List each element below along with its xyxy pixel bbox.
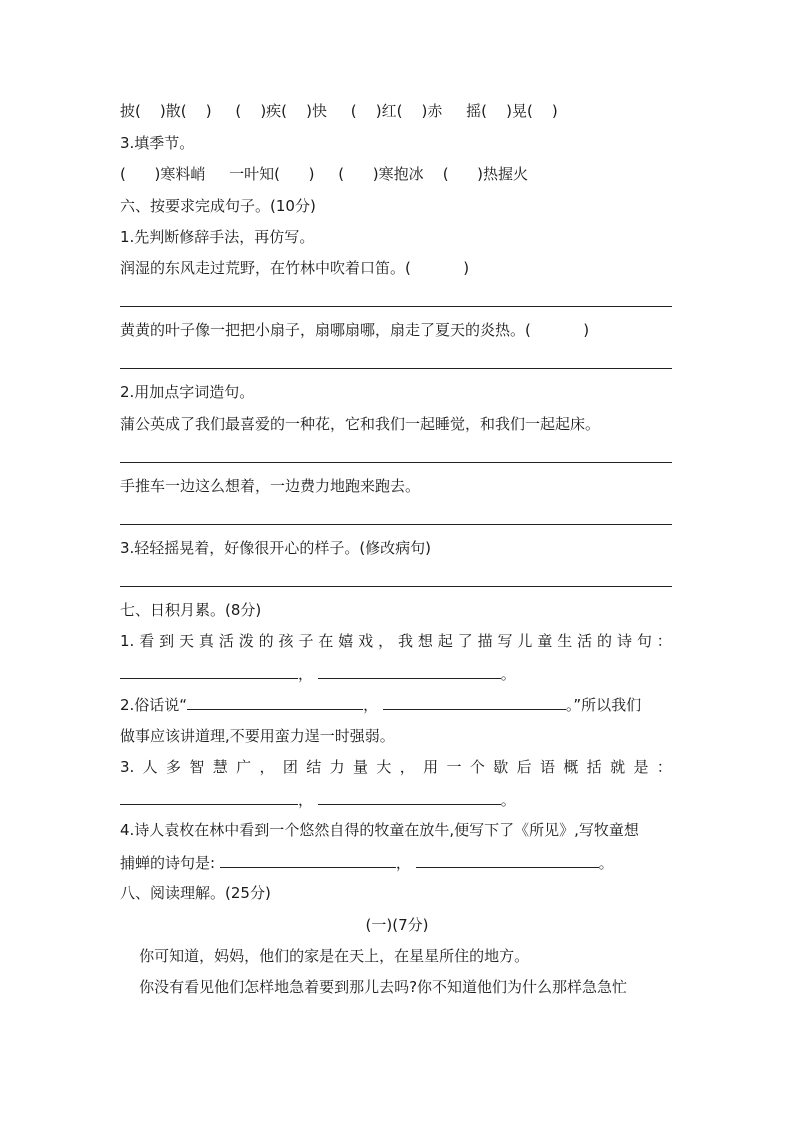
q3-char: 人 (142, 758, 158, 776)
section6-q3-title: 3.轻轻摇晃着，好像很开心的样子。(修改病句) (120, 539, 432, 557)
period: 。 (500, 665, 516, 683)
q1-char: 想 (417, 632, 433, 650)
q1-char: 句 (636, 632, 652, 650)
q3-char: 括 (586, 758, 602, 776)
period: 。 (598, 854, 614, 872)
q2-start: 2.俗话说“ (120, 696, 188, 714)
q1-char: 诗 (616, 632, 632, 650)
q1-char: 孩 (278, 632, 294, 650)
q1-char: ： (656, 632, 672, 650)
section6-q2-sentence-b: 手推车一边这么想着，一边费力地跑来跑去。 (120, 477, 421, 495)
q1-char: 我 (397, 632, 413, 650)
q3-char: ， (399, 758, 415, 776)
q1-char: 活 (577, 632, 593, 650)
q3-char: 广 (236, 758, 252, 776)
section6-q2-title: 2.用加点字词造句。 (120, 383, 255, 401)
section7-q4-line2 (120, 851, 614, 874)
section6-q2-sentence-a: 蒲公英成了我们最喜爱的一种花，它和我们一起睡觉，和我们一起起床。 (120, 415, 601, 433)
answer-blank[interactable] (120, 788, 298, 805)
q1-char: ， (378, 632, 394, 650)
answer-line[interactable] (120, 368, 672, 369)
q3-char: ， (259, 758, 275, 776)
answer-line[interactable] (120, 306, 672, 307)
q3-char: 量 (353, 758, 369, 776)
reading-paragraph-1: 你可知道，妈妈，他们的家是在天上，在星星所住的地方。 (120, 947, 530, 965)
q3-char: 概 (563, 758, 579, 776)
comma: ， (298, 791, 314, 809)
answer-blank[interactable] (187, 693, 363, 710)
q2-end: 。”所以我们 (565, 696, 642, 714)
comma: ， (395, 854, 411, 872)
q3-char: 3. (120, 758, 135, 776)
q1-char: 的 (258, 632, 274, 650)
period: 。 (500, 791, 516, 809)
q1-char: 真 (198, 632, 214, 650)
q1-char: 泼 (238, 632, 254, 650)
q1-char: 儿 (517, 632, 533, 650)
answer-blank[interactable] (318, 662, 501, 679)
q1-char: 生 (557, 632, 573, 650)
answer-blank[interactable] (383, 693, 566, 710)
q3-char: 就 (610, 758, 626, 776)
q1-char: 看 (139, 632, 155, 650)
answer-blank[interactable] (120, 662, 298, 679)
q1-char: 1. (120, 632, 135, 650)
q1-char: 到 (159, 632, 175, 650)
q1-char: 描 (477, 632, 493, 650)
q1-char: 子 (298, 632, 314, 650)
answer-blank[interactable] (416, 851, 599, 868)
answer-blank[interactable] (220, 851, 396, 868)
q3-char: 用 (423, 758, 439, 776)
q1-char: 的 (597, 632, 613, 650)
reading-paragraph-2: 你没有看见他们怎样地急着要到那儿去吗?你不知道他们为什么那样急急忙 (120, 978, 628, 996)
q3-char: 慧 (212, 758, 228, 776)
section6-q1-title: 1.先判断修辞手法，再仿写。 (120, 228, 315, 246)
q3-char: 团 (282, 758, 298, 776)
section7-q1-answer-line (120, 662, 516, 685)
section8-part-title: (一)(7分) (365, 916, 429, 934)
q1-char: 天 (179, 632, 195, 650)
q1-char: 戏 (358, 632, 374, 650)
section7-q3-line1 (120, 756, 672, 778)
comma: ， (363, 696, 379, 714)
fill-words-line: 披( )散( ) ( )疾( )快 ( )红( )赤 摇( )晃( ) (120, 102, 558, 120)
q3-char: 歇 (493, 758, 509, 776)
q3-char: 大 (376, 758, 392, 776)
q3-char: 后 (516, 758, 532, 776)
q1-char: 童 (537, 632, 553, 650)
q3-char: ： (656, 758, 672, 776)
section7-q3-answer-line (120, 788, 516, 811)
q3-char: 结 (306, 758, 322, 776)
q1-char: 在 (318, 632, 334, 650)
q1-char: 嬉 (338, 632, 354, 650)
answer-line[interactable] (120, 524, 672, 525)
q3-char: 一 (446, 758, 462, 776)
section7-title: 七、日积月累。(8分) (120, 601, 262, 619)
q3-season-title: 3.填季节。 (120, 134, 195, 152)
section6-title: 六、按要求完成句子。(10分) (120, 197, 316, 215)
section8-title: 八、阅读理解。(25分) (120, 884, 271, 902)
section7-q1-line1 (120, 630, 672, 652)
q3-char: 个 (469, 758, 485, 776)
q3-char: 智 (189, 758, 205, 776)
section7-q4-line1: 4.诗人袁枚在林中看到一个悠然自得的牧童在放牛,便写下了《所见》,写牧童想 (120, 821, 639, 839)
q3-char: 力 (329, 758, 345, 776)
q4-start: 捕蝉的诗句是: (120, 854, 220, 872)
q3-char: 是 (633, 758, 649, 776)
section6-q1-sentence-a: 润湿的东风走过荒野，在竹林中吹着口笛。( ) (120, 259, 470, 277)
q1-char: 写 (497, 632, 513, 650)
answer-line[interactable] (120, 586, 672, 587)
q3-char: 语 (540, 758, 556, 776)
section7-q2-line1 (120, 693, 641, 716)
q3-season-line: ( )寒料峭 一叶知( ) ( )寒抱冰 ( )热握火 (120, 165, 529, 183)
answer-line[interactable] (120, 462, 672, 463)
section6-q1-sentence-b: 黄黄的叶子像一把把小扇子，扇哪扇哪，扇走了夏天的炎热。( ) (120, 321, 590, 339)
comma: ， (298, 665, 314, 683)
q1-char: 活 (218, 632, 234, 650)
q1-char: 起 (437, 632, 453, 650)
q1-char: 了 (457, 632, 473, 650)
q3-char: 多 (166, 758, 182, 776)
answer-blank[interactable] (318, 788, 501, 805)
section7-q2-line2: 做事应该讲道理,不要用蛮力逞一时强弱。 (120, 727, 395, 745)
